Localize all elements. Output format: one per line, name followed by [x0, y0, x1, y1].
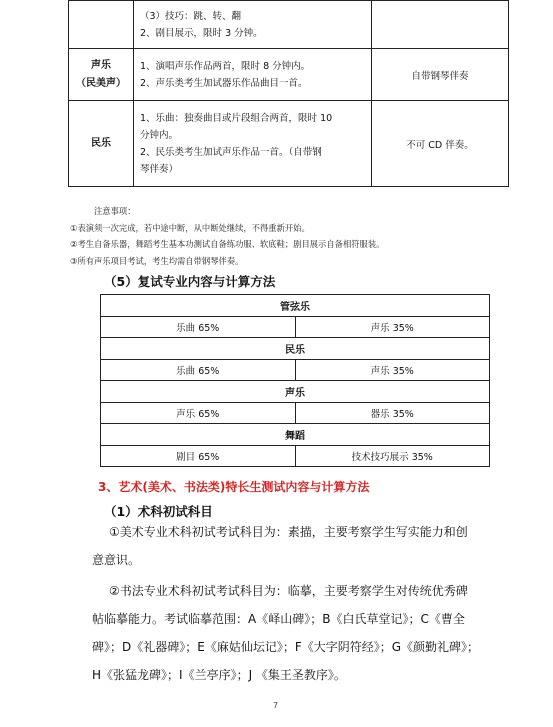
exam-content-table — [68, 0, 509, 187]
content-line: 1、演唱声乐作品两首，限时 8 分钟内。 — [140, 60, 311, 72]
paragraph-line: H《张猛龙碑》；I《兰亭序》；J 《集王圣教序》。 — [92, 668, 346, 682]
table-row — [101, 381, 490, 403]
table-row — [101, 295, 490, 317]
section-heading: （5）复试专业内容与计算方法 — [104, 274, 276, 289]
paragraph-line: 意意识。 — [92, 553, 141, 567]
table-row — [69, 101, 509, 187]
category-cell: 民乐 — [69, 101, 134, 187]
weight-cell: 乐曲 65% — [101, 316, 296, 338]
paragraph — [92, 518, 502, 574]
category-line: 声乐 — [91, 59, 111, 71]
table-row — [69, 49, 509, 101]
weight-cell: 乐曲 65% — [101, 359, 296, 381]
content-line: 分钟内。 — [140, 129, 179, 141]
content-cell — [134, 1, 372, 49]
section-heading: 3、艺术(美术、书法类)特长生测试内容与计算方法 — [98, 480, 370, 494]
table-row — [101, 445, 490, 467]
content-line: 2、剧目展示，限时 3 分钟。 — [140, 27, 263, 39]
paragraph — [92, 577, 502, 689]
page-number: 7 — [273, 701, 279, 710]
category-line: （民美声） — [76, 77, 126, 89]
category-cell — [69, 49, 134, 101]
content-cell — [134, 49, 372, 101]
group-header: 管弦乐 — [101, 295, 490, 317]
notes-title: 注意事项： — [94, 206, 136, 216]
table-row — [101, 359, 490, 381]
remark-cell — [372, 1, 509, 49]
weight-cell: 器乐 35% — [295, 402, 490, 424]
scoring-table — [100, 294, 490, 467]
category-cell — [69, 1, 134, 49]
weight-cell: 技术技巧展示 35% — [295, 445, 490, 467]
paragraph-line: ①美术专业术科初试考试科目为：素描，主要考察学生写实能力和创 — [109, 525, 468, 539]
subsection-heading: （1）术科初试科目 — [104, 504, 213, 519]
content-line: 2、声乐类考生加试器乐作品曲目一首。 — [140, 77, 308, 89]
content-line: 1、乐曲：独奏曲目或片段组合两首，限时 10 — [140, 112, 333, 124]
table-row — [101, 338, 490, 360]
note-item: ③所有声乐项目考试，考生均需自带钢琴伴奏。 — [70, 255, 244, 266]
table-row — [101, 402, 490, 424]
weight-cell: 声乐 65% — [101, 402, 296, 424]
group-header: 声乐 — [101, 381, 490, 403]
weight-cell: 剧目 65% — [101, 445, 296, 467]
notes-block — [70, 203, 384, 269]
paragraph-line: 帖临摹能力。考试临摹范围：A《峄山碑》；B《白氏草堂记》；C《曹全 — [92, 612, 465, 626]
paragraph-line: ②书法专业术科初试考试科目为：临摹，主要考察学生对传统优秀碑 — [109, 584, 468, 598]
remark-cell: 不可 CD 伴奏。 — [372, 101, 509, 187]
weight-cell: 声乐 35% — [295, 359, 490, 381]
note-item: ①表演须一次完成，若中途中断，从中断处继续，不得重新开始。 — [70, 222, 310, 233]
group-header: 舞蹈 — [101, 424, 490, 446]
note-item: ②考生自备乐器，舞蹈考生基本功测试自备练功服、软底鞋；剧目展示自备相符服装。 — [70, 239, 385, 249]
content-line: 2、民乐类考生加试声乐作品一首。（自带钢 — [140, 146, 322, 158]
content-cell — [134, 101, 372, 187]
table-row — [69, 1, 509, 49]
table-row — [101, 316, 490, 338]
table-row — [101, 424, 490, 446]
weight-cell: 声乐 35% — [295, 316, 490, 338]
paragraph-line: 碑》；D《礼器碑》；E《麻姑仙坛记》；F《大字阴符经》；G《颜勤礼碑》； — [92, 640, 480, 654]
content-line: 琴伴奏） — [140, 163, 179, 175]
content-line: （3）技巧：跳、转、翻 — [140, 10, 242, 22]
remark-cell: 自带钢琴伴奏 — [372, 49, 509, 101]
group-header: 民乐 — [101, 338, 490, 360]
